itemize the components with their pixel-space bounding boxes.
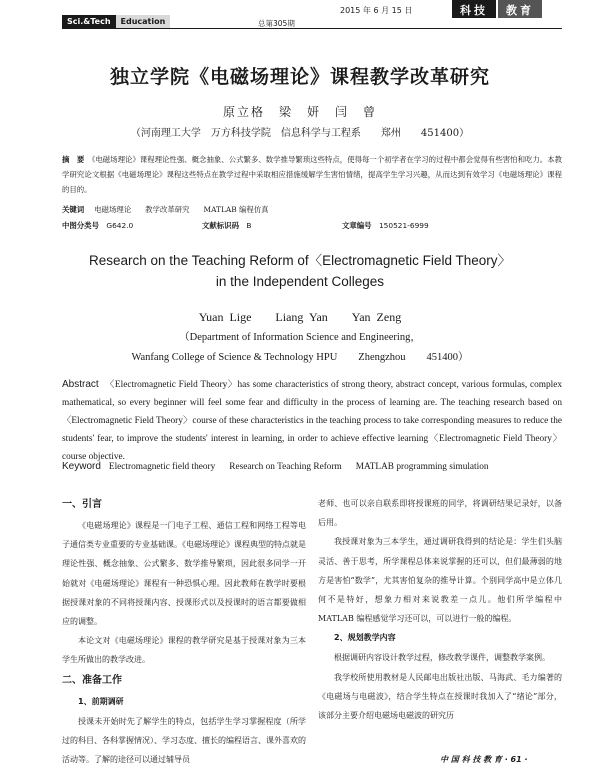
paragraph: 授课未开始时先了解学生的特点，包括学生学习掌握程度（所学过的科目、各科掌握情况）、学习态度、擅长的编程语言、课外喜欢的活动等。了解的途径可以通过辅导员 — [62, 716, 306, 765]
body-column-left — [62, 494, 306, 769]
paragraph: 我学校所使用教材是人民邮电出版社出版、马海武、毛力编著的《电磁场与电磁波》，结合学生特点在授课时我加入了“绪论”部分，该部分主要介绍电磁场电磁波的研究历 — [318, 672, 562, 721]
affiliation-cn: （河南理工大学 万方科技学院 信息科学与工程系 郑州 451400） — [130, 128, 470, 139]
section-tags — [452, 0, 544, 18]
keyword-en-3: MATLAB programming simulation — [355, 462, 489, 472]
paragraph: 我授课对象为三本学生，通过调研我得到的结论是：学生们头脑灵活、善于思考，所学课程总体来说掌握的还可以，但们最薄弱的地方是害怕“数学”，尤其害怕复杂的推导计算。个别同学高中是立体几何不是特好，想象力相对来说教差一点儿。他们所学编程中 MATLAB 编程感觉学习还可以，可以进行一般的编程。 — [318, 537, 562, 624]
paper-title-cn: 独立学院《电磁场理论》课程教学改革研究 — [109, 66, 490, 88]
paper-title-en — [0, 250, 600, 292]
keyword-cn-3: MATLAB 编程仿真 — [203, 205, 269, 214]
issue-number: 总第305期 — [258, 19, 295, 28]
paper-title-en-line-1: Research on the Teaching Reform of〈Electromagnetic Field Theory〉 — [89, 253, 511, 268]
keywords-en-label: Keyword — [62, 461, 101, 472]
abstract-cn — [62, 152, 562, 197]
paragraph: 《电磁场理论》课程是一门电子工程、通信工程和网络工程等电子通信类专业重要的专业基础课。《电磁场理论》课程典型的特点就是理论性强、概念抽象、公式繁多、数学推导繁琐，因此很多同学一开始就对《电磁场理论》课程有一种恐惧心理。因此教师在教学时要根据授课对象的不同将授课内容、授课形式以及授课时的语言都要做相应的调整。 — [62, 521, 306, 627]
abstract-cn-label: 摘 要 — [62, 155, 85, 164]
abstract-en-text: 〈Electromagnetic Field Theory〉has some characteristics of strong theory, abstract concept, various formulas, complex mathematical, so every beginner will feel some fear and difficulty in the process of learning are. The teaching research based on 〈Electromagnetic Field Theory〉course of these characteristics in the teaching process to take corresponding measures to reduce the students' fear, to improve the students' interest in learning, in order to achieve effective learning〈Electromagnetic Field Theory〉course objective. — [62, 380, 562, 462]
doc-code: 文献标识码 B — [202, 221, 252, 230]
keyword-cn-1: 电磁场理论 — [94, 205, 132, 214]
authors-cn: 原立格 梁 妍 闫 曾 — [222, 105, 377, 119]
keywords-cn-label: 关键词 — [62, 205, 85, 214]
keywords-cn — [62, 204, 269, 215]
keyword-cn-2: 教学改革研究 — [145, 205, 190, 214]
authors-en: Yuan Lige Liang Yan Yan Zeng — [198, 310, 402, 324]
body-column-right — [318, 494, 562, 725]
header-divider — [62, 28, 562, 29]
section-tag-science: 科技 — [452, 0, 496, 18]
publication-date: 2015 年 6 月 15 日 — [340, 6, 413, 15]
keyword-en-2: Research on Teaching Reform — [229, 462, 342, 472]
paragraph: 老师、也可以亲自联系即将授课班的同学，将调研结果记录好，以备后用。 — [318, 499, 562, 528]
keyword-en-1: Electromagnetic field theory — [108, 462, 216, 472]
section-heading-intro: 一、引言 — [62, 499, 102, 510]
subsection-heading-survey: 1、前期调研 — [78, 696, 124, 706]
subsection-heading-planning: 2、规划教学内容 — [334, 633, 396, 643]
abstract-en — [62, 376, 562, 466]
keywords-en — [62, 461, 562, 472]
paragraph: 本论文对《电磁场理论》课程的教学研究是基于授课对象为三本学生所做出的教学改进。 — [62, 636, 306, 665]
affiliation-en — [0, 328, 600, 368]
article-number: 文章编号 150521-6999 — [342, 221, 429, 230]
journal-name-label: Sci.&Tech Education — [62, 17, 170, 26]
abstract-cn-text: 《电磁场理论》课程理论性强、概念抽象、公式繁多、数学推导繁琐这些特点，使得每一个初学者在学习的过程中都会觉得有些害怕和吃力。本教学研究论文根据《电磁场理论》课程这些特点在教学过程中采取相应措施缓解学生害怕情绪，提高学生学习兴趣，从而达到有效学习《电磁场理论》课程的目的。 — [62, 155, 562, 194]
affiliation-en-line-2: Wanfang College of Science & Technology HPU Zhengzhou 451400） — [131, 352, 469, 363]
cls-number: 中图分类号 G642.0 — [62, 221, 134, 230]
section-heading-preparation: 二、准备工作 — [62, 674, 122, 686]
affiliation-en-line-1: （Department of Information Science and Engineering， — [179, 332, 421, 343]
section-tag-education: 教育 — [498, 0, 542, 18]
paragraph: 根据调研内容设计教学过程，修改教学课件，调整教学案例。 — [334, 653, 550, 663]
paper-title-en-line-2: in the Independent Colleges — [215, 274, 385, 289]
page-footer: 中 国 科 技 教 育 · 61 · — [440, 755, 528, 764]
abstract-en-label: Abstract — [62, 379, 99, 390]
